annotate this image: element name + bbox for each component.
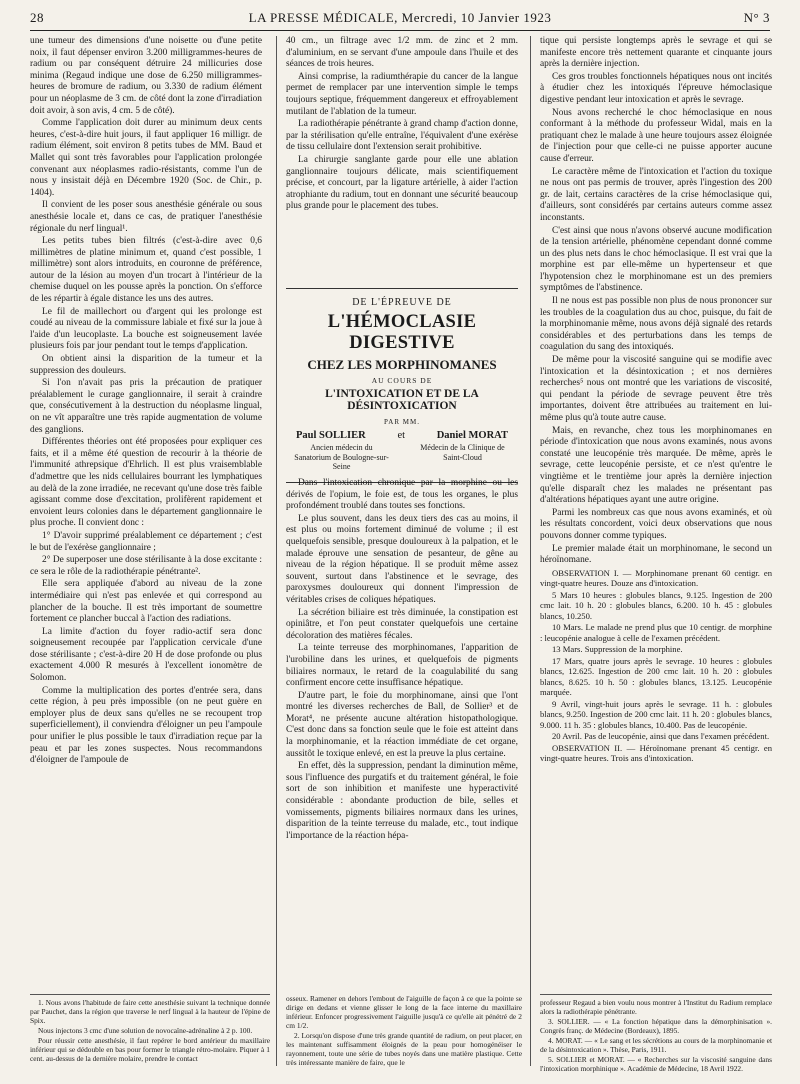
paragraph: De même pour la viscosité sanguine qui se modifie avec l'intoxication et la désintoxication ; et nos dernières recherches⁵ nous ont montré que les variations de viscosité, qui pendant la période de sevrage peuvent être très importantes, doivent être attribuées au traitement en lui-même plus qu'à toute autre cause. [540, 355, 772, 423]
paragraph: La limite d'action du foyer radio-actif sera donc soigneusement recoupée par l'application cervicale d'une dose stérilisante ; c'est-à-dire 20 H de dose profonde ou plus exactement 4.000 R mesurés à l'excellent ionomètre de Solomon. [30, 626, 262, 684]
footnote: osseux. Ramener en dehors l'embout de l'aiguille de façon à ce que la pointe se dirige en dedans et vienne glisser le long de la face interne du maxillaire inférieur. Enfoncer progressivement l'aiguille jusqu'à ce qu'elle ait pénétré de 2 cm 1/2. [286, 994, 522, 1030]
paragraph: Les petits tubes bien filtrés (c'est-à-dire avec 0,6 millimètres de platine minimum et, quand c'est possible, 1 millimètre) sont alors introduits, en couronne de préférence, autour de la lésion au moyen d'un trocart à l'intérieur de la chemise duquel on les pousse après la ponction. On s'efforce de les répartir à égale distance les uns des autres. [30, 236, 262, 305]
paragraph: Différentes théories ont été proposées pour expliquer ces faits, et il a même été question de recourir à la théorie de l'immunité athrepsique d'Ehrlich. Il est plus vraisemblable d'admettre que les nids cellulaires bourrant les lymphatiques au delà de la zone irradiée, ne recevant qu'une dose très faible agissant comme dose d'excitation, prolifèrent rapidement et envoient leurs colonies dans le département ganglionnaire le plus proche. Il convient donc : [30, 437, 262, 529]
paragraph: une tumeur des dimensions d'une noisette ou d'une petite noix, il faut dépenser environ 3.200 milligrammes-heures de radium ou par conséquent détruire 24 millicuries dose minima (Regaud indique une dose de 6.250 milligrammes-heures de bromure de radium, ou 3.330 de radium élément pour un néoplasme de 3 cm. de côté dont la zone d'irradiation doit avoir, à son avis, 4 cm. 5 de côté). [30, 36, 262, 116]
paragraph: Il ne nous est pas possible non plus de nous prononcer sur les troubles de la coagulation dus au choc, puisque, du fait de la morphinomanie même, nous avons déjà signalé des retards considérables et des perturbations dans les temps de coagulation du sang des intoxiqués. [540, 296, 772, 353]
paragraph: Elle sera appliquée d'abord au niveau de la zone intermédiaire qui n'est pas enlevée et qui correspond au plancher de la bouche. Il est très important de soumettre fortement ce plancher buccal à l'action des radiations. [30, 579, 262, 625]
paragraph: Nous avons recherché le choc hémoclasique en nous conformant à la méthode du professeur Widal, mais en la pratiquant chez le malade à une heure toujours assez éloignée de l'injection pour que celle-ci ne puisse apporter aucune cause d'erreur. [540, 107, 772, 164]
footnote: 3. SOLLIER. — « La fonction hépatique dans la démorphinisation ». Congrès franç. de Médecine (Bordeaux), 1895. [540, 1017, 772, 1035]
footnote: 2. Lorsqu'on dispose d'une très grande quantité de radium, on peut placer, en les maintenant suffisamment éloignés de la peau pour homogénéiser le rayonnement, toute une série de tubes noyés dans une matière plastique. Cette très intéressante manière de faire, que le [286, 1031, 522, 1067]
affiliation: Médecin de la Clinique de Saint-Cloud [420, 443, 505, 462]
paragraph: 1° D'avoir supprimé préalablement ce département ; c'est le but de l'exérèse ganglionnaire ; [30, 530, 262, 553]
observation-line: OBSERVATION I. — Morphinomane prenant 60 centigr. en vingt-quatre heures. Douze ans d'intoxication. [540, 567, 772, 589]
footnotes-left [30, 994, 270, 1084]
footnote: Nous injectons 3 cmc d'une solution de novocaïne-adrénaline à 2 p. 100. [38, 1026, 253, 1035]
paragraph: D'autre part, le foie du morphinomane, ainsi que l'ont montré les diverses recherches de Ball, de Sollier³ et de Morat⁴, ne présente aucune altération histopathologique. C'est donc dans sa fonction seule que le foie est atteint dans la morphinomanie, et la réaction immédiate de cet organe, aussitôt le toxique enlevé, en est la preuve la plus certaine. [286, 690, 518, 759]
paragraph: Le plus souvent, dans les deux tiers des cas au moins, il est plus ou moins fortement diminué de volume ; il est quelquefois sensible, presque douloureux à la palpation, et le malade éprouve une sensation de pesanteur, de gêne au niveau de la région hépatique. Il se produit même assez souvent, surtout dans l'abstinence et le sevrage, des paroxysmes douloureux qui donnent l'impression de véritables crises de coliques hépatiques. [286, 513, 518, 605]
paragraph: La chirurgie sanglante garde pour elle une ablation ganglionnaire toujours délicate, mais scientifiquement précise, et concourt, par la ligature artérielle, à aider l'action atrophiante du radium, tout en donnant une sécurité beaucoup plus grande pour le placement des tubes. [286, 154, 518, 212]
article-subtitle: CHEZ LES MORPHINOMANES [307, 357, 497, 372]
paragraph: Mais, en revanche, chez tous les morphinomanes en période d'intoxication que nous avons examinés, nous avons constaté une leucopénie très marquée. De même, après le sevrage, cette leucopénie persiste, et ce n'est qu'entre le vingtième et le trentième jour après la dernière injection qu'elle disparaît chez les malades ne présentant pas d'altérations hépatiques ayant une autre origine. [540, 425, 772, 506]
page-header [30, 8, 770, 31]
paragraph: 40 cm., un filtrage avec 1/2 mm. de zinc et 2 mm. d'aluminium, en se servant d'une ampoule dans l'huile et des séances de trois heures. [286, 36, 518, 70]
author-name: Paul SOLLIER [296, 430, 366, 441]
issue-number: N° 3 [743, 10, 770, 25]
observation-line: 9 Avril, vingt-huit jours après le sevrage. 11 h. : globules blancs, 9.250. Ingestion de 200 cmc lait. 11 h. 20 : globules blancs, 9.000. 11 h. 35 : globules blancs, 10.400. Pas de leucopénie. [540, 698, 772, 730]
paragraph: C'est ainsi que nous n'avons observé aucune modification de la tension artérielle, phénomène cependant donné comme un des plus nets dans le choc hémoclasique. Il est vrai que la morphine est par elle-même un hypertenseur et que l'hypotension chez le morphinomane est un des premiers symptômes de l'abstinence. [540, 225, 772, 294]
footnote: 4. MORAT. — « Le sang et les sécrétions au cours de la morphinomanie et de la désintoxication ». Thèse, Paris, 1911. [540, 1036, 772, 1054]
paragraph: La teinte terreuse des morphinomanes, l'apparition de l'urobiline dans les urines, et quelquefois de pigments biliaires normaux, le retard de la coagulabilité du sang confirment encore cette insuffisance hépatique. [286, 643, 518, 689]
paragraph: Comme la multiplication des portes d'entrée sera, dans cette région, à peu près impossible (on ne peut guère en employer plus de deux sans qu'elles ne se recoupent trop superficiellement), il conviendra d'éloigner un peu l'ampoule pour unifier le plus possible le taux d'irradiation reçue par la peau et par les zones suspectes. Nous recommandons d'éloigner de l'ampoule de [30, 685, 262, 766]
authors [296, 430, 508, 441]
page-number: 28 [30, 10, 44, 25]
observation-line: 13 Mars. Suppression de la morphine. [552, 644, 683, 655]
footnotes-right [540, 994, 772, 1084]
paragraph: La sécrétion biliaire est très diminuée, la constipation est opiniâtre, et l'on peut constater quelquefois une certaine décoloration des matières fécales. [286, 607, 518, 641]
paragraph: Le premier malade était un morphinomane, le second un héroïnomane. [540, 543, 772, 566]
column-3 [540, 36, 772, 986]
article-title-block [286, 288, 518, 483]
observation-line: OBSERVATION II. — Héroïnomane prenant 45 centigr. en vingt-quatre heures. Trois ans d'intoxication. [540, 742, 772, 764]
paragraph: On obtient ainsi la disparition de la tumeur et la suppression des douleurs. [30, 354, 262, 376]
paragraph: Ainsi comprise, la radiumthérapie du cancer de la langue permet de remplacer par une intervention simple le temps toujours septique, fréquemment dangereux et effroyablement mutilant de l'ablation de la tumeur. [286, 71, 518, 117]
column-2-body [286, 478, 518, 988]
observation-line: 5 Mars 10 heures : globules blancs, 9.125. Ingestion de 200 cmc lait. 10 h. 20 : globules blancs, 6.200. 10 h. 45 : globules blancs, 10.250. [540, 589, 772, 621]
paragraph: Le caractère même de l'intoxication et l'action du toxique ne nous ont pas permis de trouver, après l'ingestion des 200 gr. de lait, certains caractères de la crise hémoclasique qui, d'ailleurs, sont considérés par certains auteurs comme assez inconstants. [540, 166, 772, 223]
column-divider [276, 36, 277, 1066]
paragraph: Dans l'intoxication chronique par la morphine ou les dérivés de l'opium, le foie est, de tous les organes, le plus profondément troublé dans toutes ses fonctions. [286, 478, 518, 512]
affiliations [292, 443, 512, 472]
byline-prefix: PAR MM. [384, 418, 420, 426]
footnote: professeur Regaud a bien voulu nous montrer à l'Institut du Radium remplace alors la radiothérapie pénétrante. [540, 998, 772, 1016]
column-divider [530, 36, 531, 1066]
paragraph: 2° De superposer une dose stérilisante à la dose excitante : ce sera le rôle de la radiothérapie pénétrante². [30, 555, 262, 577]
title-connector: AU COURS DE [371, 376, 433, 385]
author-name: Daniel MORAT [436, 430, 508, 441]
article-subtitle-2: L'INTOXICATION ET DE LA DÉSINTOXICATION [325, 388, 479, 412]
footnotes-center [286, 994, 522, 1080]
observation-line: 10 Mars. Le malade ne prend plus que 10 centigr. de morphine : leucopénie analogue à celle de l'examen précédent. [540, 622, 772, 643]
paragraph: Si l'on n'avait pas pris la précaution de pratiquer préalablement le curage ganglionnaire, il serait à craindre que, consécutivement à la destruction du néoplasme lingual, on ne vît apparaître une très rapide augmentation de volume des ganglions. [30, 378, 262, 435]
footnote: 5. SOLLIER et MORAT. — « Recherches sur la viscosité sanguine dans l'intoxication morphinique ». Académie de Médecine, 18 Avril 1922. [540, 1055, 772, 1073]
paragraph: Ces gros troubles fonctionnels hépatiques nous ont incités à étudier chez les intoxiqués l'épreuve hémoclasique digestive pendant leur intoxication et après le sevrage. [540, 71, 772, 105]
paragraph: Comme l'application doit durer au minimum deux cents heures, c'est-à-dire huit jours, il faut appliquer 16 milligr. de radium élément, soit environ 8 petits tubes de MM. Baud et Mallet qui sont très favorables pour l'application prolongée convenant aux néoplasmes radio-résistants, comme l'un de nous y insistait déjà en Décembre 1920 (Soc. de Chir., p. 1404). [30, 118, 262, 198]
affiliation: Ancien médecin du Sanatorium de Boulogne-sur-Seine [294, 443, 389, 471]
observation-line: 20 Avril. Pas de leucopénie, ainsi que dans l'examen précédent. [552, 731, 770, 742]
publication-title: LA PRESSE MÉDICALE, Mercredi, 10 Janvier 1923 [248, 10, 552, 25]
column-2-top [286, 36, 518, 281]
observation-line: 17 Mars, quatre jours après le sevrage. 10 heures : globules blancs, 12.625. Ingestion de 200 cmc lait. 10 h. 20 : globules blancs, 8.625. 10 h. 50 : globules blancs, 13.125. Leucopénie marquée. [540, 655, 772, 698]
column-1 [30, 36, 262, 986]
title-kicker: DE L'ÉPREUVE DE [352, 297, 452, 308]
paragraph: Il convient de les poser sous anesthésie générale ou sous anesthésie locale et, dans ce cas, de pratiquer l'anesthésie régionale du nerf lingual¹. [30, 200, 262, 234]
paragraph: tique qui persiste longtemps après le sevrage et qui se manifeste encore très nettement quarante et cinquante jours après la dernière injection. [540, 36, 772, 70]
footnote: 1. Nous avons l'habitude de faire cette anesthésie suivant la technique donnée par Pauchet, dans la région que traverse le nerf lingual à la hauteur de l'épine de Spix. [30, 998, 270, 1025]
footnote: Pour réussir cette anesthésie, il faut repérer le bord antérieur du maxillaire inférieur qui se dédouble en bas pour former le triangle rétro-molaire. Piquer à 1 cent. au-dessus de la dernière molaire, prendre le contact [30, 1036, 270, 1063]
paragraph: La radiothérapie pénétrante à grand champ d'action donne, par la stérilisation qu'elle entraîne, l'équivalent d'une exérèse de tissu cellulaire dont l'extension serait prohibitive. [286, 119, 518, 153]
paragraph: Parmi les nombreux cas que nous avons examinés, et où les résultats concordent, voici deux observations que nous pouvons donner comme typiques. [540, 507, 772, 541]
author-connector: et [397, 430, 406, 441]
article-title: L'HÉMOCLASIE DIGESTIVE [327, 312, 477, 353]
paragraph: En effet, dès la suppression, pendant la diminution même, sous l'influence des purgatifs et du traitement général, le foie sort de son inhibition et manifeste une hyperactivité considérable : abondante production de bile, selles et vomissements, pigments biliaires normaux dans les urines, disparition de la teinte terreuse du malade, etc., tout indique l'importance de la réaction hépa- [286, 761, 518, 841]
paragraph: Le fil de maillechort ou d'argent qui les prolonge est coudé au niveau de la commissure labiale et fixé sur la joue à l'aide d'un leucoplaste. La bouche est soigneusement lavée plusieurs fois par jour pendant tout le temps d'application. [30, 306, 262, 352]
